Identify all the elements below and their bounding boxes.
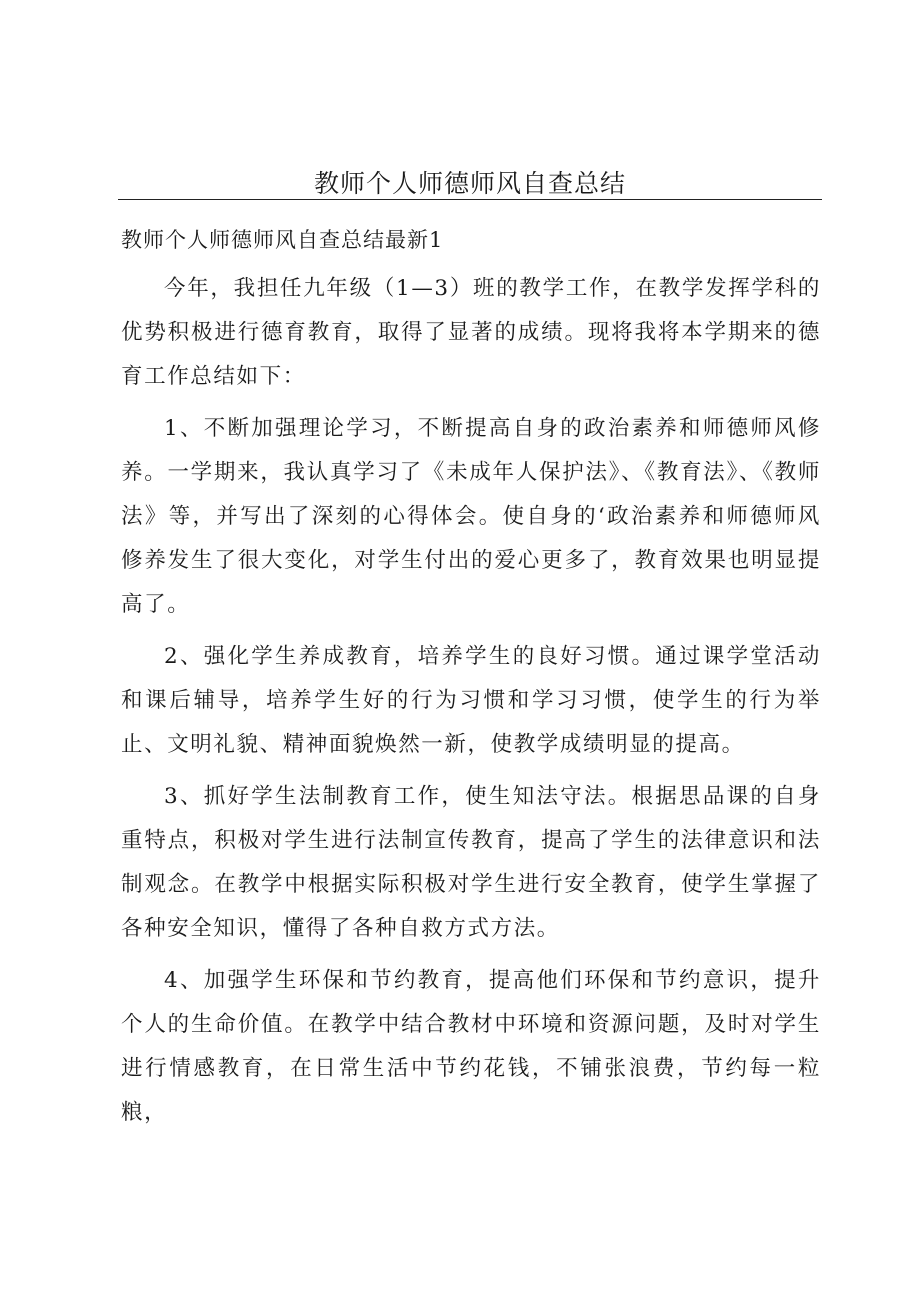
paragraph-item-3: 3、抓好学生法制教育工作，使生知法守法。根据思品课的自身重特点，积极对学生进行法制宣传教育，提高了学生的法律意识和法制观念。在教学中根据实际积极对学生进行安全教育，使学生掌握了各种安全知识，懂得了各种自救方式方法。 <box>121 784 821 941</box>
paragraph-item-2: 2、强化学生养成教育，培养学生的良好习惯。通过课学堂活动和课后辅导，培养学生好的行为习惯和学习习惯，使学生的行为举止、文明礼貌、精神面貌焕然一新，使教学成绩明显的提高。 <box>121 644 821 757</box>
paragraph-item-1: 1、不断加强理论学习，不断提高自身的政治素养和师德师风修养。一学期来，我认真学习了《未成年人保护法》、《教育法》、《教师法》等，并写出了深刻的心得体会。使自身的‘政治素养和师德师风修养发生了很大变化，对学生付出的爱心更多了，教育效果也明显提高了。 <box>121 416 821 617</box>
document-title: 教师个人师德师风自查总结 <box>313 169 626 198</box>
document-subtitle: 教师个人师德师风自查总结最新1 <box>121 228 444 252</box>
document-body <box>121 267 821 1143</box>
paragraph-intro: 今年，我担任九年级（1—3）班的教学工作，在教学发挥学科的优势积极进行德育教育，取得了显著的成绩。现将我将本学期来的德育工作总结如下： <box>121 276 821 389</box>
title-underline <box>118 199 822 200</box>
paragraph-item-4: 4、加强学生环保和节约教育，提高他们环保和节约意识，提升个人的生命价值。在教学中结合教材中环境和资源问题，及时对学生进行情感教育，在日常生活中节约花钱，不铺张浪费，节约每一粒粮， <box>121 968 821 1125</box>
